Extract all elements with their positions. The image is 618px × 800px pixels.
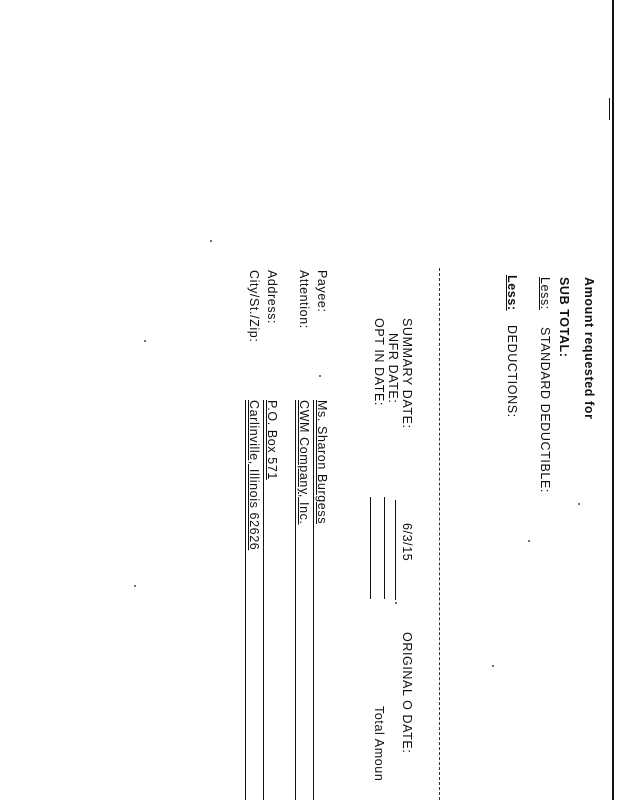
scan-speck <box>144 340 146 342</box>
total-amount-label: Total Amoun <box>372 706 386 782</box>
summary-date-line <box>395 500 396 600</box>
address-line <box>263 400 264 800</box>
top-border-line-short <box>609 98 610 120</box>
city-value: Carlinville, Illinois 62626 <box>247 400 261 551</box>
less-label-2: Less: <box>505 275 519 311</box>
deductions-label: DEDUCTIONS: <box>505 325 519 418</box>
standard-deductible-label: STANDARD DEDUCTIBLE: <box>538 327 552 493</box>
attention-line <box>295 400 296 800</box>
summary-date-value: 6/3/15 <box>400 523 414 562</box>
attention-label: Attention: <box>297 270 311 329</box>
opt-in-date-label: OPT IN DATE: <box>372 318 386 406</box>
nfr-date-line <box>384 497 385 599</box>
city-line <box>245 400 246 800</box>
top-border-line <box>612 0 614 800</box>
scan-speck <box>578 503 580 505</box>
payee-value: Ms. Sharon Burgess <box>315 400 329 525</box>
scan-speck <box>210 240 212 242</box>
dashed-separator <box>439 268 440 800</box>
address-value: P.O. Box 571 <box>265 400 279 480</box>
scan-speck <box>395 602 397 604</box>
scan-speck <box>528 540 530 542</box>
payee-line <box>313 400 314 800</box>
scan-speck <box>492 665 494 667</box>
scan-speck <box>134 585 136 587</box>
attention-value: CWM Company, Inc. <box>297 400 311 525</box>
address-label: Address: <box>265 270 279 325</box>
less-label-1: Less: <box>538 277 552 310</box>
original-date-label: ORIGINAL O DATE: <box>400 632 414 754</box>
scan-speck <box>319 375 321 377</box>
nfr-date-label: NFR DATE: <box>386 333 400 404</box>
sub-total-label: SUB TOTAL: <box>557 277 571 358</box>
summary-date-label: SUMMARY DATE: <box>400 318 414 429</box>
amount-requested-label: Amount requested for <box>582 277 596 420</box>
opt-in-date-line <box>370 497 371 599</box>
payee-label: Payee: <box>315 270 329 313</box>
city-label: City/St./Zip: <box>247 270 261 343</box>
